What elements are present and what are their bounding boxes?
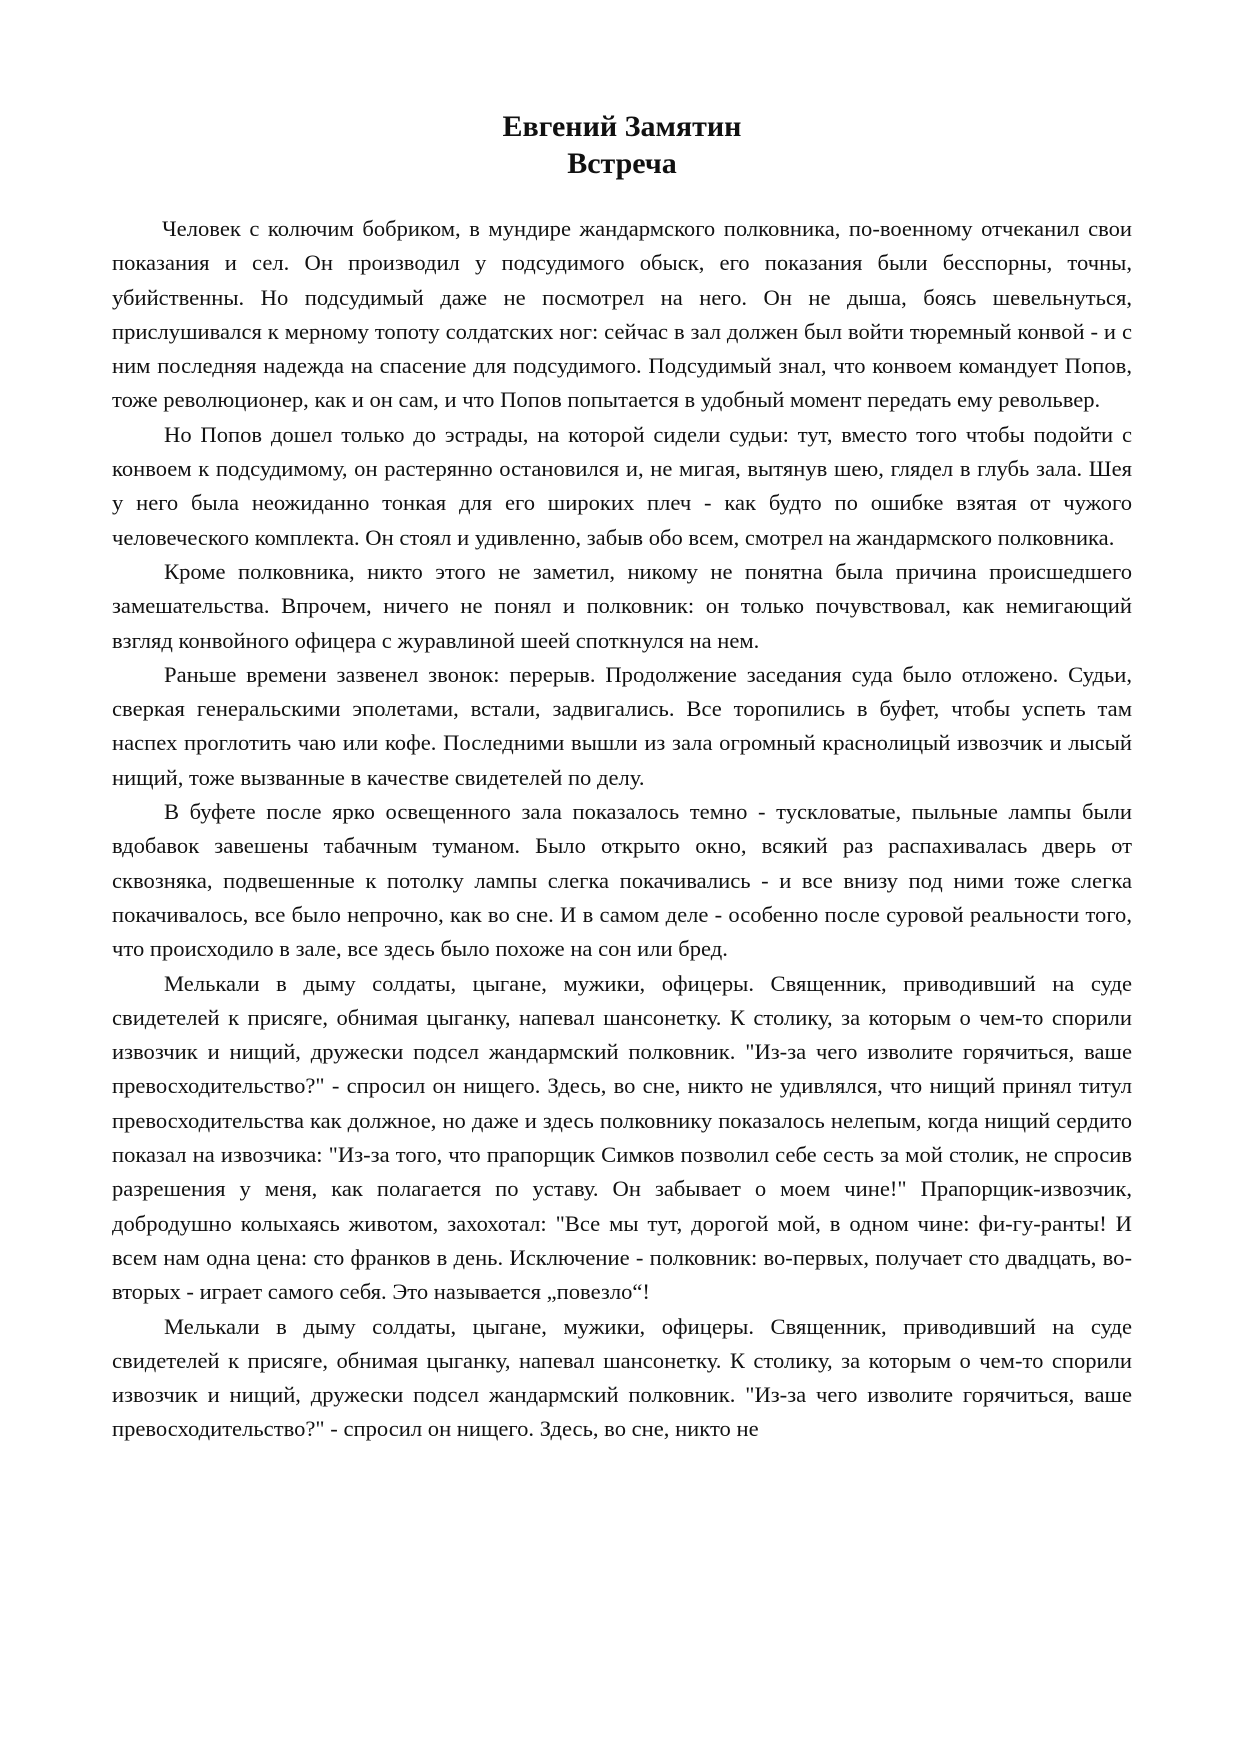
author-name: Евгений Замятин [502, 110, 742, 143]
paragraph: Мелькали в дыму солдаты, цыгане, мужики, офицеры. Священник, приводивший на суде свидетелей к присяге, обнимая цыганку, напевал шансонетку. К столику, за которым о чем-то спорили извозчик и нищий, дружески подсел жандармский полковник. "Из-за чего изволите горячиться, ваше превосходительство?" - спросил он нищего. Здесь, во сне, никто не удивлялся, что нищий принял титул превосходительства как должное, но даже и здесь полковнику показалось нелепым, когда нищий сердито показал на извозчика: "Из-за того, что прапорщик Симков позволил себе сесть за мой столик, не спросив разрешения у меня, как полагается по уставу. Он забывает о моем чине!" Прапорщик-извозчик, добродушно колыхаясь животом, захохотал: "Все мы тут, дорогой мой, в одном чине: фи-гу-ранты! И всем нам одна цена: сто франков в день. Исключение - полковник: во-первых, получает сто двадцать, во-вторых - играет самого себя. Это называется „повезло“! [112, 970, 1132, 1305]
paragraph: Но Попов дошел только до эстрады, на которой сидели судьи: тут, вместо того чтобы подойти с конвоем к подсудимому, он растерянно остановился и, не мигая, вытянув шею, глядел в глубь зала. Шея у него была неожиданно тонкая для его широких плеч - как будто по ошибке взятая от чужого человеческого комплекта. Он стоял и удивленно, забыв обо всем, смотрел на жандармского полковника. [112, 421, 1132, 550]
paragraph: Мелькали в дыму солдаты, цыгане, мужики, офицеры. Священник, приводивший на суде свидетелей к присяге, обнимая цыганку, напевал шансонетку. К столику, за которым о чем-то спорили извозчик и нищий, дружески подсел жандармский полковник. "Из-за чего изволите горячиться, ваше превосходительство?" - спросил он нищего. Здесь, во сне, никто не [112, 1313, 1132, 1442]
title-block [112, 108, 1132, 182]
paragraph: В буфете после ярко освещенного зала показалось темно - тускловатые, пыльные лампы были вдобавок завешены табачным туманом. Было открыто окно, всякий раз распахивалась дверь от сквозняка, подвешенные к потолку лампы слегка покачивались - и все внизу под ними тоже слегка покачивалось, все было непрочно, как во сне. И в самом деле - особенно после суровой реальности того, что происходило в зале, все здесь было похоже на сон или бред. [112, 799, 1132, 962]
paragraph: Кроме полковника, никто этого не заметил, никому не понятна была причина происшедшего замешательства. Впрочем, ничего не понял и полковник: он только почувствовал, как немигающий взгляд конвойного офицера с журавлиной шеей споткнулся на нем. [112, 558, 1132, 653]
paragraph: Человек с колючим бобриком, в мундире жандармского полковника, по-военному отчеканил свои показания и сел. Он производил у подсудимого обыск, его показания были бесспорны, точны, убийственны. Но подсудимый даже не посмотрел на него. Он не дыша, боясь шевельнуться, прислушивался к мерному топоту солдатских ног: сейчас в зал должен был войти тюремный конвой - и с ним последняя надежда на спасение для подсудимого. Подсудимый знал, что конвоем командует Попов, тоже революционер, как и он сам, и что Попов попытается в удобный момент передать ему револьвер. [112, 216, 1132, 413]
story-title: Встреча [567, 147, 677, 180]
paragraph: Раньше времени зазвенел звонок: перерыв. Продолжение заседания суда было отложено. Судьи, сверкая генеральскими эполетами, встали, задвигались. Все торопились в буфет, чтобы успеть там наспех проглотить чаю или кофе. Последними вышли из зала огромный краснолицый извозчик и лысый нищий, тоже вызванные в качестве свидетелей по делу. [112, 661, 1132, 790]
document-page [112, 108, 1132, 1447]
story-body [112, 212, 1132, 1447]
